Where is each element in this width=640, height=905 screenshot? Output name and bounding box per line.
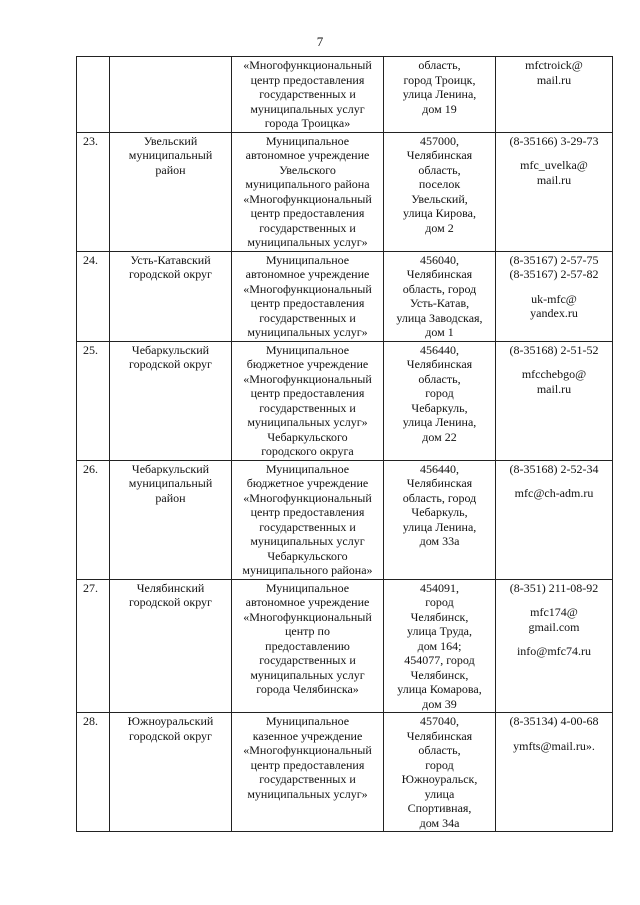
row-number: 27. [77, 579, 110, 713]
address-line: Челябинская [406, 728, 473, 743]
table-row [77, 251, 613, 341]
district-line: городской округ [129, 728, 212, 743]
institution-line: «Многофункциональный [243, 191, 372, 206]
contact-line: ymfts@mail.ru». [513, 738, 595, 753]
institution-line: государственных и [259, 772, 356, 786]
district-cell [110, 341, 232, 460]
district-line: Чебаркульский [131, 342, 210, 357]
district-line: городской округ [129, 267, 212, 281]
address-line: 454077, город [404, 653, 475, 667]
table-row [77, 713, 613, 832]
contact-line: (8-35167) 2-57-75 [509, 252, 599, 267]
address-cell [384, 132, 496, 251]
contact-spacer [499, 729, 609, 739]
contact-line: (8-35134) 4-00-68 [509, 714, 599, 728]
institution-line: автономное учреждение [245, 595, 370, 609]
contact-line: mfc174@ [530, 605, 578, 619]
institution-line: государственных и [259, 310, 356, 325]
institution-cell [232, 713, 384, 832]
district-cell [110, 579, 232, 713]
institution-line: Чебаркульского [267, 429, 348, 444]
institution-line: бюджетное учреждение [246, 476, 369, 490]
district-line: Увельский [143, 133, 198, 148]
institution-line: города Челябинска» [256, 682, 359, 696]
institution-cell [232, 251, 384, 341]
institution-line: «Многофункциональный [243, 490, 372, 505]
district-cell [110, 251, 232, 341]
table-row [77, 132, 613, 251]
contact-line: mail.ru [536, 381, 572, 396]
institution-line: муниципального района [245, 177, 370, 191]
address-line: Спортивная, [407, 801, 472, 815]
address-line: Челябинская [406, 267, 473, 281]
institution-line: автономное учреждение [245, 267, 370, 281]
institution-line: центр предоставления [250, 72, 365, 87]
address-line: 456440, [420, 342, 459, 357]
address-line: улица Кирова, [403, 206, 476, 220]
institution-line: «Многофункциональный [243, 371, 372, 386]
institution-line: государственных и [259, 653, 356, 667]
address-line: улица Ленина, [402, 415, 477, 429]
contact-line: (8-35166) 3-29-73 [509, 133, 599, 148]
institution-line: муниципальных услуг» [247, 325, 368, 339]
contact-line: mfcchebgo@ [521, 367, 587, 381]
address-cell [384, 57, 496, 133]
institution-line: «Многофункциональный [243, 58, 372, 72]
district-line: Чебаркульский [131, 461, 210, 476]
address-line: Челябинская [406, 357, 473, 371]
institution-line: «Многофункциональный [243, 281, 372, 296]
row-number [77, 57, 110, 133]
address-line: 454091, [420, 580, 459, 595]
address-line: Челябинск, [410, 609, 469, 624]
contact-line: (8-35168) 2-51-52 [509, 342, 599, 357]
address-line: дом 1 [425, 325, 454, 339]
district-cell [110, 57, 232, 133]
row-number: 24. [77, 251, 110, 341]
address-line: дом 22 [422, 429, 457, 444]
district-cell [110, 132, 232, 251]
contact-line: mfc@ch-adm.ru [514, 486, 594, 500]
address-line: Челябинск, [410, 667, 469, 682]
contact-line: (8-35167) 2-57-82 [509, 267, 599, 281]
institution-line: Муниципальное [265, 252, 350, 267]
institution-line: муниципальных услуг» [247, 415, 368, 429]
address-line: улица [424, 786, 455, 801]
address-line: улица Ленина, [402, 519, 477, 534]
contact-line: mail.ru [536, 72, 572, 87]
address-line: область, [418, 58, 461, 72]
district-cell [110, 460, 232, 579]
institution-line: казенное учреждение [252, 728, 363, 743]
institution-line: муниципальных услуг [250, 667, 365, 682]
contact-line: uk-mfc@ [531, 291, 577, 306]
institution-cell [232, 341, 384, 460]
institution-line: центр по [285, 624, 330, 638]
institution-line: Чебаркульского [267, 548, 348, 563]
contact-line: mail.ru [536, 172, 572, 187]
institution-line: центр предоставления [250, 757, 365, 772]
institution-line: муниципальных услуг [250, 534, 365, 548]
contacts-cell [496, 579, 613, 713]
address-line: Южноуральск, [401, 772, 478, 786]
address-line: город [425, 595, 454, 609]
contacts-cell [496, 460, 613, 579]
institution-line: бюджетное учреждение [246, 357, 369, 371]
district-line: район [155, 490, 186, 505]
contacts-cell [496, 132, 613, 251]
address-line: область, [418, 162, 461, 177]
address-line: Челябинская [406, 148, 473, 162]
address-line: область, город [402, 490, 477, 505]
institution-cell [232, 57, 384, 133]
institution-line: «Многофункциональный [243, 609, 372, 624]
address-line: дом 19 [422, 101, 457, 116]
institution-line: государственных и [259, 220, 356, 235]
institution-line: государственных и [259, 519, 356, 534]
institution-line: предоставлению [265, 638, 350, 653]
contacts-cell [496, 341, 613, 460]
contact-spacer [499, 595, 609, 605]
address-cell [384, 341, 496, 460]
institution-line: Муниципальное [265, 133, 350, 148]
address-line: улица Заводская, [396, 310, 483, 325]
institution-line: автономное учреждение [245, 148, 370, 162]
address-cell [384, 713, 496, 832]
address-line: поселок [418, 177, 461, 191]
address-line: Челябинская [406, 476, 473, 490]
address-cell [384, 579, 496, 713]
address-line: город [425, 386, 454, 400]
address-line: 456040, [420, 252, 459, 267]
contacts-cell [496, 713, 613, 832]
table-row [77, 460, 613, 579]
table-row [77, 341, 613, 460]
contact-spacer [499, 634, 609, 644]
address-line: область, город [402, 281, 477, 296]
institution-cell [232, 579, 384, 713]
institution-line: центр предоставления [250, 386, 365, 400]
table-row [77, 579, 613, 713]
contact-line: yandex.ru [530, 306, 578, 320]
institution-line: государственных и [259, 400, 356, 415]
institution-cell [232, 132, 384, 251]
institution-cell [232, 460, 384, 579]
address-line: улица Ленина, [402, 87, 477, 101]
institution-line: муниципальных услуг» [247, 786, 368, 801]
address-line: дом 33а [419, 534, 460, 548]
contact-line: mfctroick@ [525, 58, 583, 72]
contacts-cell [496, 57, 613, 133]
row-number: 26. [77, 460, 110, 579]
row-number: 28. [77, 713, 110, 832]
district-line: муниципальный [128, 476, 213, 490]
contact-spacer [499, 148, 609, 158]
contact-spacer [499, 282, 609, 292]
contact-line: (8-35168) 2-52-34 [509, 461, 599, 476]
contact-line: gmail.com [528, 619, 580, 634]
address-line: Увельский, [411, 191, 468, 206]
institution-line: центр предоставления [250, 296, 365, 310]
district-line: муниципальный [128, 148, 213, 162]
address-line: дом 34а [419, 815, 460, 830]
district-line: городской округ [129, 595, 212, 609]
row-number: 23. [77, 132, 110, 251]
address-line: область, [418, 743, 461, 757]
address-line: область, [418, 371, 461, 386]
institution-line: «Многофункциональный [243, 743, 372, 757]
institution-line: Увельского [279, 162, 336, 177]
contact-spacer [499, 357, 609, 367]
address-line: улица Комарова, [397, 682, 482, 696]
contact-spacer [499, 476, 609, 486]
institution-line: муниципальных услуг [250, 101, 365, 116]
contact-line: mfc_uvelka@ [520, 158, 588, 172]
district-line: Усть-Катавский [130, 252, 211, 267]
address-line: Усть-Катав, [409, 296, 470, 310]
address-line: улица Труда, [406, 624, 473, 638]
district-line: район [155, 162, 186, 177]
institution-line: Муниципальное [265, 580, 350, 595]
page-number: 7 [316, 34, 324, 49]
institution-line: государственных и [259, 87, 356, 101]
institution-line: центр предоставления [250, 206, 365, 220]
district-line: городской округ [129, 357, 212, 371]
institution-line: Муниципальное [265, 342, 350, 357]
district-line: Челябинский [136, 580, 205, 595]
institution-line: городского округа [261, 444, 354, 458]
address-line: Чебаркуль, [411, 400, 468, 415]
address-cell [384, 251, 496, 341]
row-number: 25. [77, 341, 110, 460]
institution-line: Муниципальное [265, 714, 350, 728]
address-line: город Троицк, [403, 72, 476, 87]
address-line: дом 39 [422, 696, 457, 711]
district-line: Южноуральский [127, 714, 214, 728]
mfc-registry-table [76, 56, 613, 832]
contact-line: info@mfc74.ru [516, 644, 592, 658]
address-line: Чебаркуль, [411, 505, 468, 519]
address-line: 457000, [420, 133, 459, 148]
table-row [77, 57, 613, 133]
address-line: город [425, 757, 454, 772]
address-cell [384, 460, 496, 579]
institution-line: муниципальных услуг» [247, 235, 368, 249]
institution-line: центр предоставления [250, 505, 365, 519]
address-line: 457040, [420, 714, 459, 728]
institution-line: города Троицка» [264, 116, 351, 130]
district-cell [110, 713, 232, 832]
address-line: 456440, [420, 461, 459, 476]
contacts-cell [496, 251, 613, 341]
contact-line: (8-351) 211-08-92 [509, 580, 599, 595]
address-line: дом 2 [425, 220, 454, 235]
institution-line: Муниципальное [265, 461, 350, 476]
institution-line: муниципального района» [242, 563, 373, 577]
address-line: дом 164; [417, 638, 462, 653]
